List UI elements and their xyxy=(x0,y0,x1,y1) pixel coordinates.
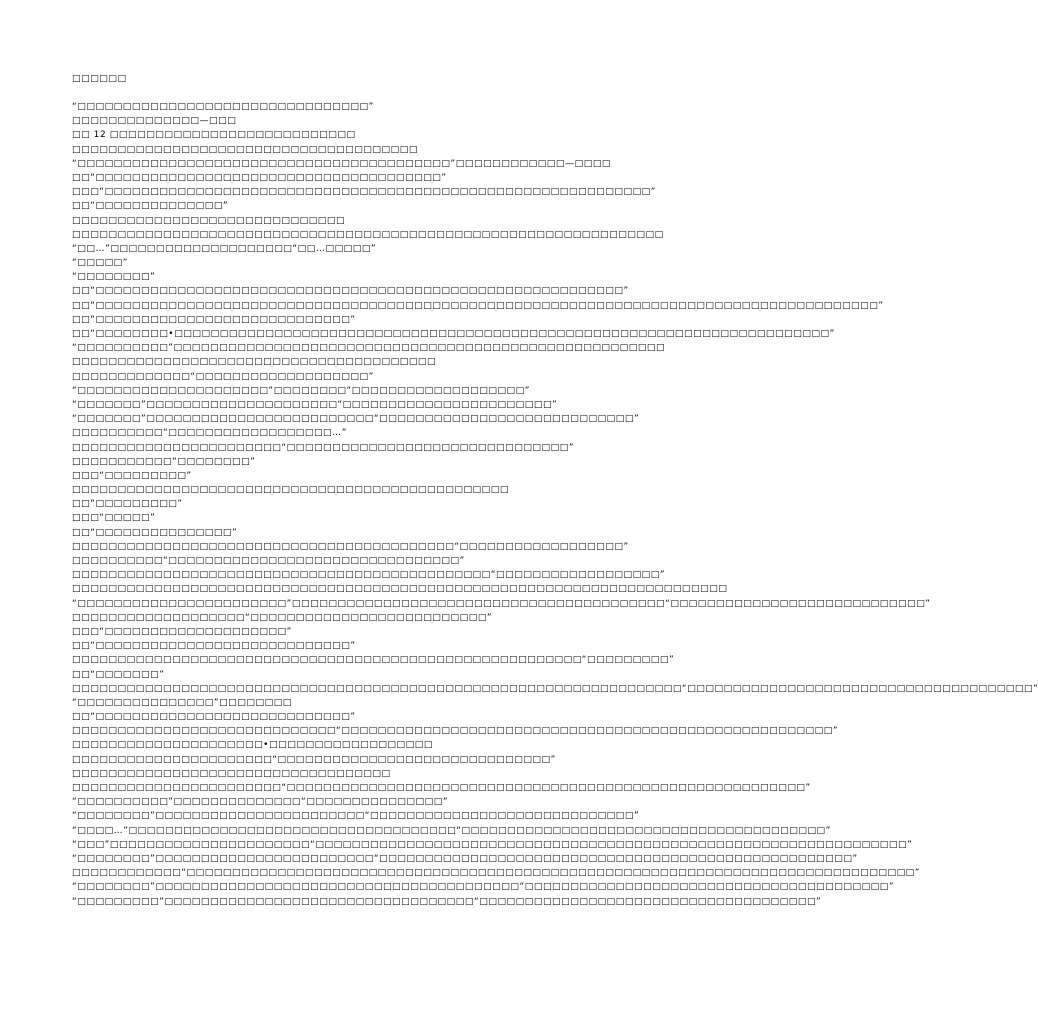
text-line: □□□□□□□□□□□□□□□□□□□□□□□□□□□□□□□□□□□□□□□□□□□□□□□□□□□□□□□□□□□□□□□□□□□“□□□□□□□□□□□□□□□□□□□□□□□□□□□□□□□□□□□□□□” xyxy=(72,683,1038,694)
text-line: □□“□□□□□□□” xyxy=(72,669,165,680)
text-line: □□ 12 □□□□□□□□□□□□□□□□□□□□□□□□□□□ xyxy=(72,130,356,141)
text-line: □□□□□□□□□□□□□□□□□□□□□□□□□□□□□□□□□□□□□□□□□□“□□□□□□□□□□□□□□□□□□” xyxy=(72,541,629,552)
document-body xyxy=(72,100,1038,909)
text-line: □□□□□□□□□□“□□□□□□□□□□□□□□□□□□□□□□□□□□□□□□□□” xyxy=(72,556,465,566)
text-line: □□□□□□□□□□□□□□□□□□□□□□□□□□□□□□□□□□□□□□□□□□□□□□□□□□□□□□□□□□□□□□□□□ xyxy=(72,229,664,240)
text-line: □□□□□□□□□□□□□□□□□□□□□□□□□□□□□□□□□□□□□□□□□□□□□□□□ xyxy=(72,485,509,496)
text-line: □□“□□□□□□□□□□□□□□□□□□□□□□□□□□□□□□□□□□□□□□□□□□□□□□□□□□□□□□□□□□□□□□□□□□□□□□□□□□□□□□□□□□□□□□” xyxy=(72,300,884,311)
text-line: “□□□□□□□□□□□□□□□□□□□□□”□□□□□□□□“□□□□□□□□□□□□□□□□□□□” xyxy=(72,385,531,396)
text-line: “□□□□□□□□□”□□□□□□□□□□□□□□□□□□□□□□□□□□□□□□□□□□“□□□□□□□□□□□□□□□□□□□□□□□□□□□□□□□□□□□□□” xyxy=(72,896,822,907)
text-line: “□□□□□□□□” xyxy=(72,272,156,283)
text-line: □□□□□□□□□□□□□□□□□□□□□□□□□□□□□□□□□□□ xyxy=(72,768,391,779)
text-line: □□□□□□□□□□□□“□□□□□□□□□□□□□□□□□□□□□□□□□□□□□□□□□□□□□□□□□□□□□□□□□□□□□□□□□□□□□□□□□□□□□□□□□□□□□□□□” xyxy=(72,868,921,879)
text-line: “□□□□□□□□□□”□□□□□□□□□□□□□□“□□□□□□□□□□□□□□□” xyxy=(72,797,449,808)
text-line: □□“□□□□□□□□□□□□□□□□□□□□□□□□□□□□□□□□□□□□□□” xyxy=(72,172,447,183)
text-line: “□□□”□□□□□□□□□□□□□□□□□□□□□□“□□□□□□□□□□□□□□□□□□□□□□□□□□□□□□□□□□□□□□□□□□□□□□□□□□□□□□□□□□□□□□□□□” xyxy=(72,839,913,850)
text-line: □□“□□□□□□□□□□□□□□□□□□□□□□□□□□□□” xyxy=(72,314,356,325)
title-spacer xyxy=(72,88,712,100)
text-line: □□□“□□□□□□□□□□□□□□□□□□□□□□□□□□□□□□□□□□□□□□□□□□□□□□□□□□□□□□□□□□□□” xyxy=(72,187,657,198)
text-line: “□□□□□□□□□□”□□□□□□□□□□□□□□□□□□□□□□□□□□□□□□□□□□□□□□□□□□□□□□□□□□□□□□ xyxy=(72,343,666,354)
text-line: □□□□□□□□□□□□□□□□□□□□□□□□□□□□□□□□□□□□□□□□□□□□□□“□□□□□□□□□□□□□□□□□□” xyxy=(72,570,666,581)
text-line: □□“□□□□□□□□□□□□□□□□□□□□□□□□□□□□” xyxy=(72,712,356,723)
text-line: “□□□□□□□□”□□□□□□□□□□□□□□□□□□□□□□□□“□□□□□□□□□□□□□□□□□□□□□□□□□□□□□□□□□□□□□□□□□□□□□□□□□□□□” xyxy=(72,853,858,864)
text-line: “□□□□□□□”□□□□□□□□□□□□□□□□□□□□□“□□□□□□□□□□□□□□□□□□□□□□□” xyxy=(72,399,558,410)
text-line: □□□□□□□□□□□□□□□□□□□□□□□“□□□□□□□□□□□□□□□□□□□□□□□□□□□□□□□” xyxy=(72,442,575,453)
text-line: “□□□□□□□□□□□□□□□□□□□□□□□□□□□□□□□□” xyxy=(72,102,374,112)
text-line: □□□□□□□□□□□□□□—□□□ xyxy=(72,116,237,127)
text-line: □□“□□□□□□□□•□□□□□□□□□□□□□□□□□□□□□□□□□□□□□□□□□□□□□□□□□□□□□□□□□□□□□□□□□□□□□□□□□□□□□□□□” xyxy=(72,329,835,339)
text-line: □□□□□□□□□□□“□□□□□□□□” xyxy=(72,456,256,467)
text-line: □□□□□□□□□□“□□□□□□□□□□□□□□□□□□…” xyxy=(72,428,348,439)
text-line: □□“□□□□□□□□□□□□□□□” xyxy=(72,527,238,538)
text-line: “□□□□□□□□□□□□□□□□□□□□□□□”□□□□□□□□□□□□□□□□□□□□□□□□□□□□□□□□□□□□□□□□□“□□□□□□□□□□□□□□□□□□□□□□□□□□□□” xyxy=(72,598,931,609)
text-line: □□□“□□□□□□□□□□□□□□□□□□□□” xyxy=(72,626,292,637)
text-line: “□□□□□□□□□□□□□□□□□□□□□□□□□□□□□□□□□□□□□□□□□”□□□□□□□□□□□□—□□□□ xyxy=(72,158,612,169)
text-line: “□□□□□□□”□□□□□□□□□□□□□□□□□□□□□□□□□“□□□□□□□□□□□□□□□□□□□□□□□□□□□□” xyxy=(72,414,640,425)
text-line: □□□□□□□□□□□□□□□□□□□□□□□□□□□□□□ xyxy=(72,215,346,226)
text-line: “□□□□…”□□□□□□□□□□□□□□□□□□□□□□□□□□□□□□□□□□□□“□□□□□□□□□□□□□□□□□□□□□□□□□□□□□□□□□□□□□□□□” xyxy=(72,825,831,836)
text-line: □□□“□□□□□□□□□” xyxy=(72,470,192,481)
text-line: □□“□□□□□□□□□” xyxy=(72,499,183,510)
document-page xyxy=(72,70,1038,909)
text-line: □□□□□□□□□□□□□□□□□□□□□□□□□□□□□□□□□□□□□□ xyxy=(72,144,418,155)
text-line: □□□□□□□□□□□□□□□□□□□□□□□□□□□□□“□□□□□□□□□□□□□□□□□□□□□□□□□□□□□□□□□□□□□□□□□□□□□□□□□□□□□□” xyxy=(72,726,839,737)
text-line: □□□□□□□□□□□□□□□□□□□□□□□“□□□□□□□□□□□□□□□□□□□□□□□□□□□□□□□□□□□□□□□□□□□□□□□□□□□□□□□□□” xyxy=(72,783,811,793)
text-line: □□□□□□□□□□□□□“□□□□□□□□□□□□□□□□□□□” xyxy=(72,371,374,382)
text-line: □□“□□□□□□□□□□□□□□□□□□□□□□□□□□□□” xyxy=(72,641,356,652)
text-line: □□□□□□□□□□□□□□□□□□□“□□□□□□□□□□□□□□□□□□□□□□□□□□” xyxy=(72,612,493,623)
text-line: □□□“□□□□□” xyxy=(72,513,156,524)
text-line: “□□□□□□□□”□□□□□□□□□□□□□□□□□□□□□□□□□□□□□□□□□□□□□□□□“□□□□□□□□□□□□□□□□□□□□□□□□□□□□□□□□□□□□□□□□” xyxy=(72,882,895,893)
text-line: □□□□□□□□□□□□□□□□□□□□□□□□□□□□□□□□□□□□□□□□□□□□□□□□□□□□□□□□“□□□□□□□□□” xyxy=(72,655,675,666)
document-title: □□□□□□ xyxy=(72,74,127,84)
text-line: “□□□□□□□□”□□□□□□□□□□□□□□□□□□□□□□□“□□□□□□□□□□□□□□□□□□□□□□□□□□□□□” xyxy=(72,811,640,822)
text-line: □□“□□□□□□□□□□□□□□□□□□□□□□□□□□□□□□□□□□□□□□□□□□□□□□□□□□□□□□□□□□” xyxy=(72,286,629,297)
text-line: □□□□□□□□□□□□□□□□□□□□□□“□□□□□□□□□□□□□□□□□□□□□□□□□□□□□□” xyxy=(72,754,556,765)
text-line: □□□□□□□□□□□□□□□□□□□□□□□□□□□□□□□□□□□□□□□□ xyxy=(72,357,437,368)
text-line: □□□□□□□□□□□□□□□□□□□□□•□□□□□□□□□□□□□□□□□□ xyxy=(72,740,433,751)
text-line: □□“□□□□□□□□□□□□□□” xyxy=(72,201,229,212)
text-line: “□□□□□” xyxy=(72,258,129,269)
text-line: “□□…”□□□□□□□□□□□□□□□□□□□□“□□…□□□□□” xyxy=(72,243,377,254)
text-line: “□□□□□□□□□□□□□□□”□□□□□□□□ xyxy=(72,697,292,708)
text-line: □□□□□□□□□□□□□□□□□□□□□□□□□□□□□□□□□□□□□□□□□□□□□□□□□□□□□□□□□□□□□□□□□□□□□□□□ xyxy=(72,584,728,595)
